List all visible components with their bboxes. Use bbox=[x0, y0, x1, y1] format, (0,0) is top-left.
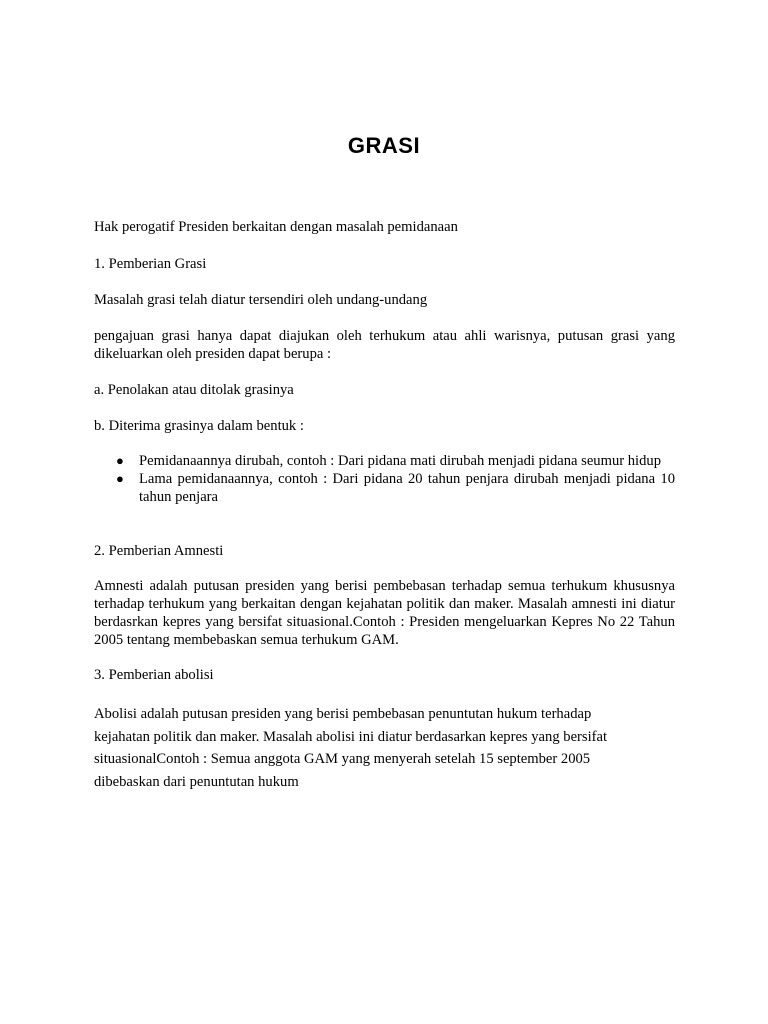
bullet-text: Lama pemidanaannya, contoh : Dari pidana 20 tahun penjara dirubah menjadi pidana 10 tahun penjara bbox=[139, 471, 675, 505]
bullet-item bbox=[94, 452, 675, 470]
list-item-a: a. Penolakan atau ditolak grasinya bbox=[94, 382, 294, 398]
list-item-b: b. Diterima grasinya dalam bentuk : bbox=[94, 418, 304, 434]
section-3-line: dibebaskan dari penuntutan hukum bbox=[94, 773, 299, 790]
bullet-icon: ● bbox=[116, 471, 124, 486]
section-1-paragraph: pengajuan grasi hanya dapat diajukan oleh terhukum atau ahli warisnya, putusan grasi yang dikeluarkan oleh presiden dapat berupa : bbox=[94, 328, 675, 362]
section-1-statement: Masalah grasi telah diatur tersendiri oleh undang-undang bbox=[94, 292, 428, 308]
section-3-heading: 3. Pemberian abolisi bbox=[94, 667, 214, 683]
section-3-line: kejahatan politik dan maker. Masalah abolisi ini diatur berdasarkan kepres yang bersifat bbox=[94, 728, 608, 745]
bullet-icon: ● bbox=[116, 453, 124, 468]
intro-text: Hak perogatif Presiden berkaitan dengan masalah pemidanaan bbox=[94, 219, 458, 235]
section-2-paragraph: Amnesti adalah putusan presiden yang berisi pembebasan terhadap semua terhukum khususnya terhadap terhukum yang berkaitan dengan kejahatan politik dan maker. Masalah amnesti ini diatur berdasrkan kepres yang bersifat situasional.Contoh : Presiden mengeluarkan Kepres No 22 Tahun 2005 tentang membebaskan semua terhukum GAM. bbox=[94, 578, 675, 648]
section-3-line: Abolisi adalah putusan presiden yang berisi pembebasan penuntutan hukum terhadap bbox=[94, 706, 592, 722]
bullet-text: Pemidanaannya dirubah, contoh : Dari pidana mati dirubah menjadi pidana seumur hidup bbox=[139, 453, 661, 469]
section-2-heading: 2. Pemberian Amnesti bbox=[94, 543, 224, 559]
section-1-heading: 1. Pemberian Grasi bbox=[94, 256, 207, 272]
bullet-item bbox=[94, 470, 675, 506]
section-3-paragraph bbox=[94, 703, 675, 793]
document-title: GRASI bbox=[347, 133, 421, 158]
bullet-list bbox=[94, 452, 675, 506]
section-3-line: situasionalContoh : Semua anggota GAM yang menyerah setelah 15 september 2005 bbox=[94, 751, 591, 767]
